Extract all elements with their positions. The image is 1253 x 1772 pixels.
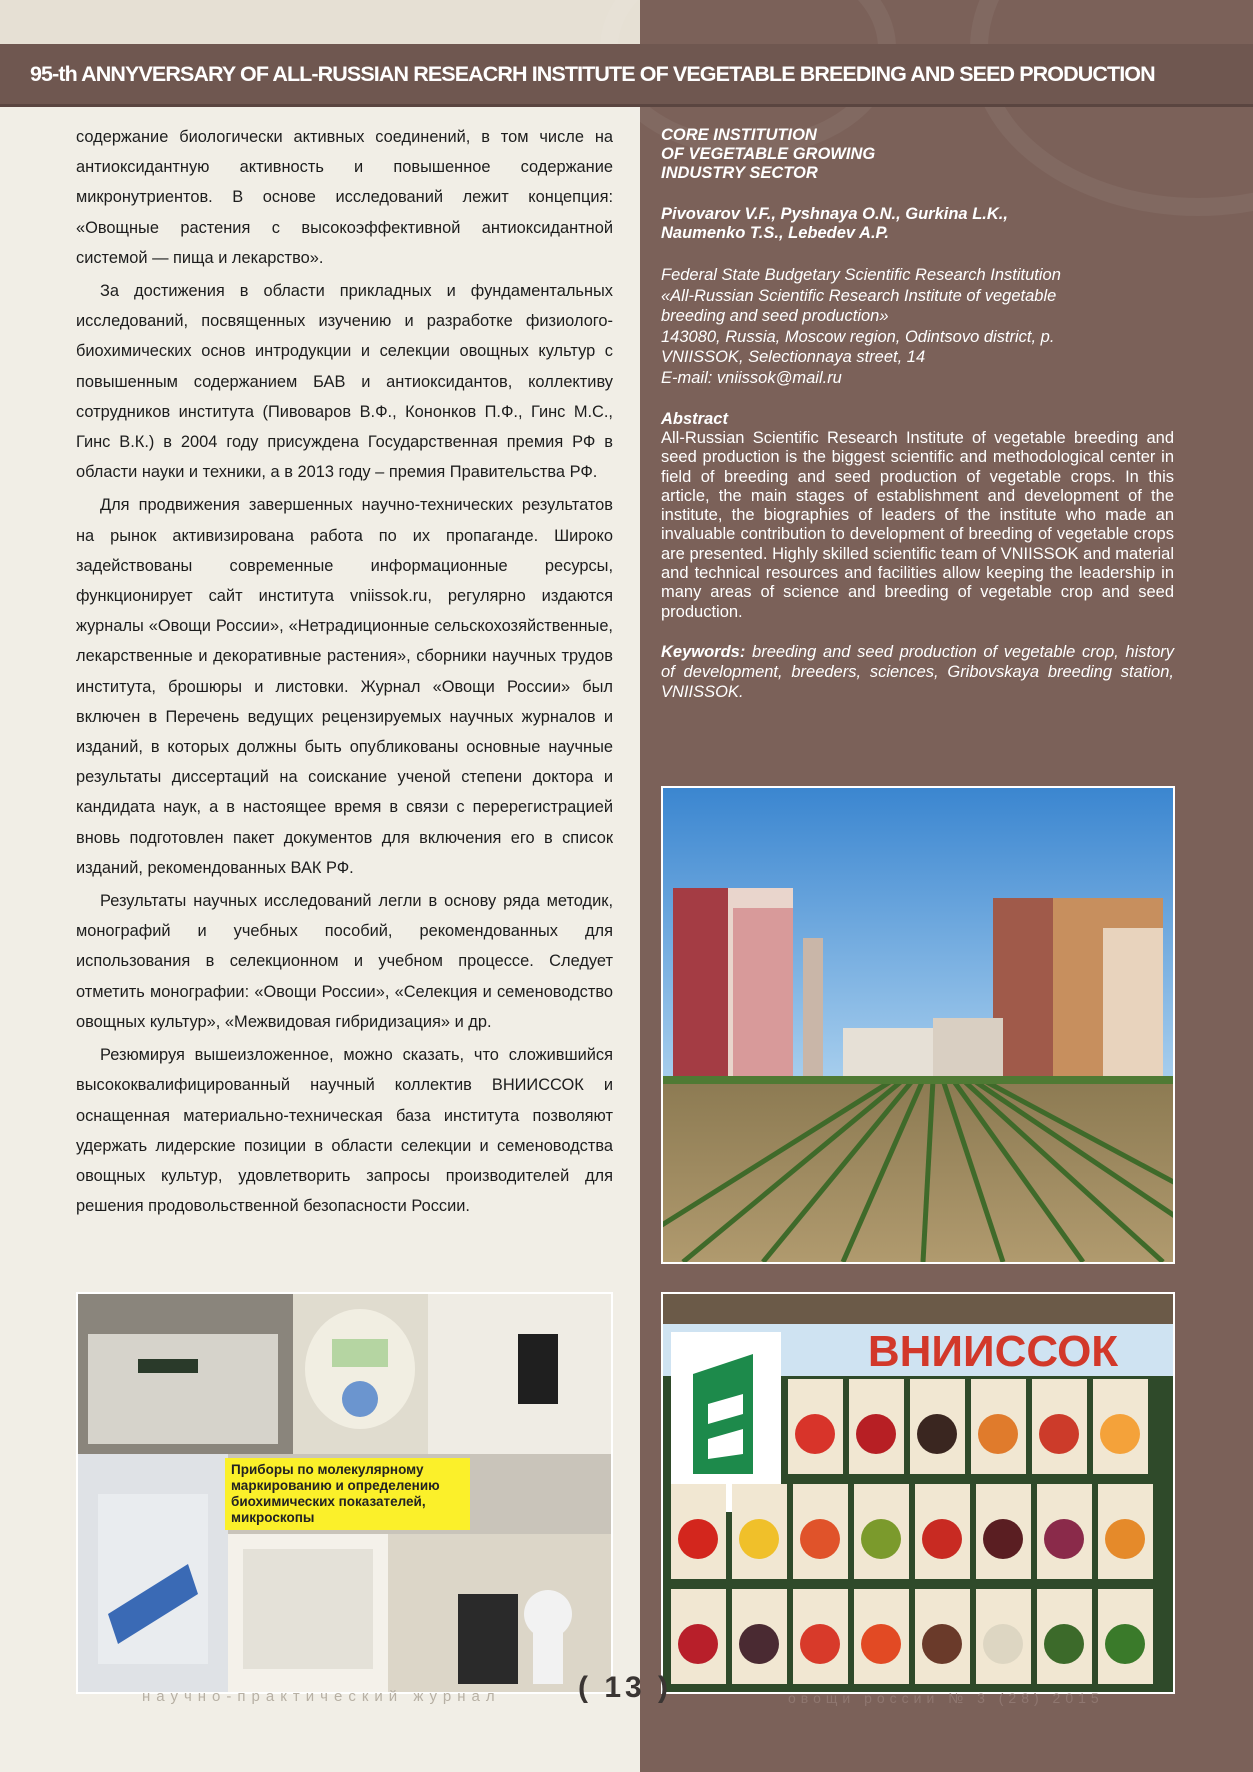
affiliation <box>661 265 1174 388</box>
english-summary <box>661 126 1174 702</box>
abstract-heading: Abstract <box>661 410 728 428</box>
authors-line: Pivovarov V.F., Pyshnaya O.N., Gurkina L.K., <box>661 205 1008 223</box>
section-label <box>661 126 1174 183</box>
lab-photo-caption: Приборы по молекулярному маркированию и определению биохимических показателей, микроскопы <box>225 1458 470 1530</box>
body-paragraph: Результаты научных исследований легли в основу ряда методик, монографий и учебных пособий, рекомендованных для использования в селекционном и учебном процессе. Следует отметить монографии: «Овощи России», «Селекция и семеноводство овощных культур», «Межвидовая гибридизация» и др. <box>76 892 613 1031</box>
affiliation-line: «All-Russian Scientific Research Institute of vegetable <box>661 286 1057 305</box>
seed-stand-image <box>663 1294 1173 1692</box>
keywords-label: Keywords: <box>661 642 746 661</box>
authors <box>661 205 1174 243</box>
section-label-line: INDUSTRY SECTOR <box>661 164 818 182</box>
abstract-text: All-Russian Scientific Research Institute of vegetable breeding and seed production is the biggest scientific and methodological center in field of breeding and seed production of vegetable crops. In this article, the main stages of establishment and development of the institute, the biographies of leaders of the institute who made an invaluable contribution to development of breeding of vegetable crops are presented. Highly skilled scientific team of VNIISSOK and material and technical resources and facilities allow keeping the leadership in many areas of science and breeding of vegetable crop and seed production. <box>661 429 1174 621</box>
affiliation-line: breeding and seed production» <box>661 307 889 325</box>
body-paragraph: Резюмируя вышеизложенное, можно сказать, что сложившийся высококвалифицированный научный коллектив ВНИИССОК и оснащенная материально-техническая база института позволяют удержать лидерские позиции в области селекции и семеноводства овощных культур, удовлетворить запросы производителей для решения продовольственной безопасности России. <box>76 1046 613 1216</box>
affiliation-line: Federal State Budgetary Scientific Research Institution <box>661 266 1061 284</box>
keywords <box>661 642 1174 702</box>
footer-journal-type: научно-практический журнал <box>142 1688 501 1705</box>
page-number: ( 13 ) <box>578 1671 673 1704</box>
authors-line: Naumenko T.S., Lebedev A.P. <box>661 224 890 242</box>
article-body-russian <box>76 122 613 1221</box>
footer-journal-issue: овощи россии № 3 (28) 2015 <box>788 1690 1104 1706</box>
body-paragraph: содержание биологически активных соединений, в том числе на антиоксидантную активность и повышенное содержание микронутриентов. В основе исследований лежит концепция: «Овощные растения с высокоэффективной антиоксидантной системой — пища и лекарство». <box>76 128 613 267</box>
buildings-field-image <box>663 788 1173 1262</box>
body-paragraph: За достижения в области прикладных и фундаментальных исследований, посвященных изучению и разработке физиолого-биохимических основ интродукции и селекции овощных культур с повышенным содержанием БАВ и антиоксидантов, коллективу сотрудников института (Пивоваров В.Ф., Кононков П.Ф., Гинс М.С., Гинс В.К.) в 2004 году присуждена Государственная премия РФ в области науки и техники, а в 2013 году – премия Правительства РФ. <box>76 282 613 482</box>
stand-sign: ВНИИССОК <box>867 1327 1119 1376</box>
section-label-line: CORE INSTITUTION <box>661 126 817 144</box>
photo-institute-buildings <box>661 786 1175 1264</box>
affiliation-line: 143080, Russia, Moscow region, Odintsovo district, p. <box>661 327 1055 346</box>
section-label-line: OF VEGETABLE GROWING <box>661 145 876 163</box>
header-title: 95-th ANNYVERSARY OF ALL-RUSSIAN RESEACRH INSTITUTE OF VEGETABLE BREEDING AND SEED PRODUCTION <box>30 62 1155 86</box>
body-paragraph: Для продвижения завершенных научно-технических результатов на рынок активизирована работа по их пропаганде. Широко задействованы современные информационные ресурсы, функционирует сайт института vniissok.ru, регулярно издаются журналы «Овощи России», «Нетрадиционные сельскохозяйственные, лекарственные и декоративные растения», сборники научных трудов института, брошюры и листовки. Журнал «Овощи России» был включен в Перечень ведущих рецензируемых научных журналов и изданий, в которых должны быть опубликованы основные научные результаты диссертаций на соискание ученой степени доктора и кандидата наук, а в настоящее время в связи с перерегистрацией вновь подготовлен пакет документов для включения его в список изданий, рекомендованных ВАК РФ. <box>76 496 613 877</box>
affiliation-line: VNIISSOK, Selectionnaya street, 14 <box>661 348 926 366</box>
photo-seed-stand <box>661 1292 1175 1694</box>
keywords-text: breeding and seed production of vegetable crop, history of development, breeders, sciences, Gribovskaya breeding station, VNIISSOK. <box>661 642 1174 701</box>
email-line[interactable]: E-mail: vniissok@mail.ru <box>661 368 842 387</box>
